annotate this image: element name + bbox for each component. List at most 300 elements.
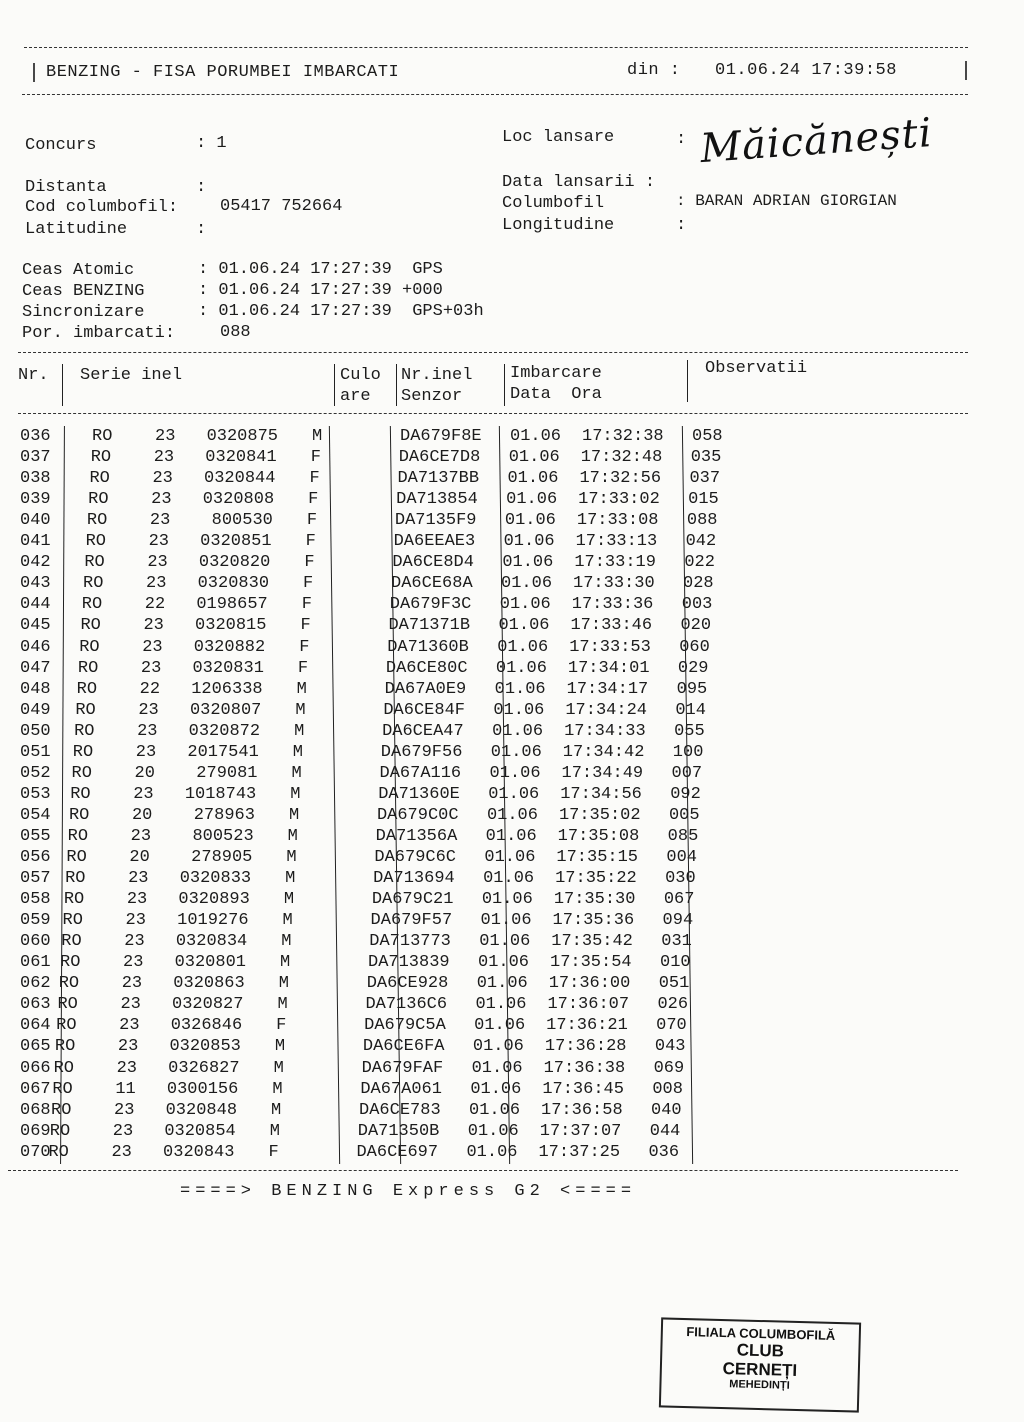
cell-time: 17:33:36	[571, 595, 654, 615]
cell-date: 01.06	[510, 427, 562, 446]
cell-sex: M	[277, 995, 288, 1015]
cell-sensor: DA7136C6	[365, 995, 448, 1015]
cell-time: 17:36:28	[544, 1037, 627, 1057]
ceas-atomic-value: : 01.06.24 17:27:39 GPS	[198, 260, 443, 279]
cell-nr: 041	[20, 532, 51, 552]
cell-observatii: 014	[675, 700, 706, 720]
cell-time: 17:32:56	[579, 469, 662, 489]
cell-year: 23	[116, 1058, 137, 1078]
cell-time: 17:35:08	[557, 826, 640, 846]
cell-date: 01.06	[508, 448, 560, 468]
cell-sex: M	[273, 1058, 284, 1078]
cell-nr: 036	[20, 427, 51, 446]
cell-time: 17:33:08	[576, 511, 659, 531]
col-header-serie: Serie inel	[80, 366, 183, 385]
cell-country: RO	[76, 679, 98, 699]
cell-country: RO	[51, 1100, 72, 1120]
cell-ring: 0320893	[178, 890, 250, 910]
cod-columbofil-value: 05417 752664	[220, 197, 343, 216]
table-row	[0, 658, 800, 679]
cell-sex: M	[269, 1121, 280, 1141]
cell-ring: 1206338	[191, 679, 263, 699]
cell-country: RO	[79, 637, 100, 657]
cell-ring: 278963	[193, 805, 255, 825]
col-header-observatii: Observatii	[705, 359, 808, 378]
cell-date: 01.06	[474, 1016, 526, 1036]
porumbei-imbarcati-value: 088	[220, 323, 251, 342]
cell-date: 01.06	[504, 511, 556, 531]
table-row	[0, 805, 800, 826]
cell-country: RO	[54, 1037, 76, 1057]
cell-sex: F	[300, 616, 311, 636]
cell-sex: M	[295, 700, 306, 720]
cell-time: 17:33:13	[575, 532, 658, 552]
col-header-imbarcare-1: Imbarcare	[510, 364, 602, 383]
cell-date: 01.06	[501, 574, 553, 594]
cell-nr: 064	[20, 1016, 51, 1036]
document-title: BENZING - FISA PORUMBEI IMBARCATI	[46, 63, 400, 82]
table-row	[0, 679, 800, 700]
cell-nr: 039	[20, 490, 51, 510]
cell-year: 23	[125, 911, 146, 931]
cell-country: RO	[72, 742, 94, 762]
table-row	[0, 700, 800, 721]
cell-year: 20	[134, 763, 155, 783]
cell-year: 23	[138, 700, 159, 720]
cell-observatii: 005	[668, 805, 700, 825]
col-header-culoare-1: Culo	[340, 366, 381, 385]
col-header-culoare-2: are	[340, 387, 371, 406]
table-row	[0, 868, 800, 889]
cell-nr: 069	[20, 1121, 51, 1141]
club-stamp	[659, 1317, 861, 1412]
cell-sex: F	[276, 1016, 287, 1036]
cell-time: 17:36:45	[542, 1079, 624, 1099]
cell-year: 23	[135, 742, 157, 762]
cell-year: 23	[111, 1142, 132, 1162]
cell-date: 01.06	[493, 700, 545, 720]
cell-ring: 0320827	[172, 995, 244, 1015]
cell-ring: 278905	[191, 848, 253, 867]
stamp-line-1: FILIALA COLUMBOFILĂ	[686, 1324, 836, 1343]
cell-sensor: DA67A116	[379, 763, 462, 783]
table-row	[0, 1015, 800, 1036]
cell-sex: M	[312, 427, 323, 446]
cell-nr: 062	[20, 974, 51, 994]
cell-ring: 0320820	[198, 553, 271, 573]
cell-time: 17:33:02	[578, 490, 660, 510]
cell-year: 23	[124, 932, 145, 952]
cell-nr: 047	[20, 658, 51, 678]
cell-sensor: DA6CE80C	[385, 658, 468, 678]
cell-time: 17:34:33	[564, 721, 646, 741]
header-divider-nr	[62, 364, 63, 406]
header-divider-observatii	[687, 360, 688, 402]
cell-observatii: 088	[686, 511, 718, 531]
cell-observatii: 094	[662, 911, 694, 931]
loc-lansare-handwritten: Măicănești	[698, 109, 935, 173]
cell-observatii: 020	[680, 616, 712, 636]
columbofil-value: : BARAN ADRIAN GIORGIAN	[676, 192, 897, 210]
cell-ring: 0320801	[174, 953, 246, 973]
cell-nr: 057	[20, 869, 51, 889]
cell-ring: 800530	[211, 511, 273, 531]
cell-nr: 037	[20, 448, 51, 468]
cell-year: 23	[140, 658, 162, 678]
cell-sensor: DA679F3C	[389, 595, 472, 615]
table-row	[0, 973, 800, 994]
columbofil-label: Columbofil	[502, 194, 605, 213]
cell-nr: 046	[20, 637, 51, 657]
cell-sensor: DA71360B	[387, 637, 469, 657]
cell-observatii: 070	[656, 1016, 687, 1036]
cell-date: 01.06	[479, 932, 531, 952]
cell-time: 17:35:36	[552, 911, 635, 931]
table-row	[0, 952, 800, 973]
cell-year: 23	[153, 448, 175, 468]
cell-country: RO	[60, 953, 81, 973]
cell-nr: 067	[20, 1079, 51, 1099]
cell-date: 01.06	[475, 995, 527, 1015]
cell-country: RO	[62, 911, 83, 931]
cell-sensor: DA679F8E	[400, 427, 482, 446]
cell-time: 17:32:38	[582, 427, 664, 446]
cell-ring: 0320833	[179, 869, 252, 889]
cell-country: RO	[48, 1142, 69, 1162]
cell-sensor: DA679C6C	[374, 848, 457, 867]
cell-nr: 049	[20, 700, 51, 720]
table-row	[0, 447, 800, 468]
cell-date: 01.06	[469, 1100, 521, 1120]
cell-ring: 0320854	[164, 1121, 236, 1141]
cell-country: RO	[74, 721, 95, 741]
cell-date: 01.06	[486, 805, 538, 825]
table-row	[0, 994, 800, 1015]
cell-observatii: 040	[651, 1100, 682, 1120]
printed-datetime: 01.06.24 17:39:58	[715, 61, 897, 80]
cell-sensor: DA7135F9	[394, 511, 477, 531]
cell-date: 01.06	[502, 553, 554, 573]
cell-sensor: DA6EEAE3	[393, 532, 476, 552]
cell-ring: 0320808	[202, 490, 275, 510]
cell-sensor: DA6CE6FA	[362, 1037, 445, 1057]
cell-country: RO	[49, 1121, 71, 1141]
cell-nr: 038	[20, 469, 51, 489]
ceas-benzing-value: : 01.06.24 17:27:39 +000	[198, 281, 443, 300]
cell-date: 01.06	[490, 742, 542, 762]
cell-observatii: 029	[677, 658, 709, 678]
cell-year: 11	[115, 1079, 136, 1099]
cell-nr: 066	[20, 1058, 51, 1078]
cell-year: 23	[128, 869, 149, 889]
col-header-senzor-2: Senzor	[401, 387, 463, 406]
cell-sensor: DA679F57	[370, 911, 453, 931]
cell-observatii: 100	[672, 742, 704, 762]
porumbei-imbarcati-label: Por. imbarcati:	[22, 324, 176, 343]
cell-sensor: DA6CEA47	[382, 721, 464, 741]
cell-sex: F	[297, 658, 309, 678]
cell-sensor: DA6CE8D4	[392, 553, 474, 573]
cell-time: 17:33:19	[574, 553, 656, 573]
cell-observatii: 067	[663, 890, 695, 910]
cell-time: 17:35:22	[555, 869, 637, 889]
loc-lansare-label: Loc lansare	[502, 128, 615, 147]
din-label: din :	[627, 61, 681, 80]
table-row	[0, 594, 800, 615]
table-row	[0, 489, 800, 510]
data-lansarii-label: Data lansarii :	[502, 173, 656, 192]
cell-ring: 0198657	[196, 595, 268, 615]
longitudine-value: :	[676, 216, 687, 235]
cell-sex: F	[310, 448, 321, 468]
cell-sensor: DA713854	[396, 490, 478, 510]
cell-nr: 059	[20, 911, 51, 931]
cell-nr: 040	[20, 511, 51, 531]
cell-nr: 053	[20, 784, 51, 804]
cell-country: RO	[88, 490, 109, 510]
distanta-value: :	[196, 178, 207, 197]
cell-ring: 0300156	[166, 1079, 239, 1099]
cell-sex: M	[272, 1079, 283, 1099]
cell-nr: 052	[20, 763, 51, 783]
cell-nr: 061	[20, 953, 51, 973]
cell-year: 23	[137, 721, 158, 741]
cell-date: 01.06	[467, 1121, 519, 1141]
cell-ring: 0320882	[193, 637, 266, 657]
cell-year: 23	[121, 974, 143, 994]
cell-nr: 056	[20, 848, 51, 867]
cell-ring: 0320848	[165, 1100, 238, 1120]
cell-ring: 0320843	[163, 1142, 235, 1162]
stamp-line-3: CERNEȚI	[722, 1359, 798, 1380]
cell-observatii: 022	[684, 553, 715, 573]
cell-year: 23	[114, 1100, 135, 1120]
stamp-line-2: CLUB	[736, 1340, 785, 1361]
cell-time: 17:34:24	[565, 700, 647, 720]
cell-country: RO	[65, 869, 86, 889]
cell-nr: 065	[20, 1037, 51, 1057]
cell-observatii: 004	[666, 848, 697, 867]
cell-observatii: 036	[648, 1142, 680, 1162]
table-row	[0, 763, 800, 784]
header-divider-senzor	[396, 364, 397, 406]
table-row	[0, 552, 800, 573]
cell-year: 23	[146, 574, 167, 594]
cell-sensor: DA6CE84F	[383, 700, 465, 720]
cell-year: 20	[131, 805, 153, 825]
table-row	[0, 468, 800, 489]
cell-sex: M	[294, 721, 305, 741]
cell-nr: 042	[20, 553, 51, 573]
cell-sensor: DA679C0C	[376, 805, 459, 825]
cell-observatii: 026	[657, 995, 689, 1015]
cell-country: RO	[90, 448, 112, 468]
cell-observatii: 031	[661, 932, 692, 952]
cell-sensor: DA71350B	[357, 1121, 440, 1141]
cell-ring: 2017541	[187, 742, 259, 762]
table-row	[0, 784, 800, 805]
cell-sex: M	[274, 1037, 286, 1057]
ceas-atomic-label: Ceas Atomic	[22, 261, 135, 280]
concurs-value: : 1	[196, 134, 227, 153]
cell-nr: 050	[20, 721, 51, 741]
cell-year: 23	[126, 890, 148, 910]
table-row	[0, 615, 800, 636]
cell-country: RO	[63, 890, 85, 910]
table-top-rule	[18, 352, 968, 353]
cell-date: 01.06	[466, 1142, 518, 1162]
cell-date: 01.06	[484, 848, 536, 867]
cell-ring: 0320863	[173, 974, 245, 994]
cell-sensor: DA679C21	[371, 890, 454, 910]
cell-sex: M	[288, 805, 300, 825]
cell-ring: 0320834	[175, 932, 248, 952]
cell-year: 23	[120, 995, 141, 1015]
table-row	[0, 531, 800, 552]
cell-nr: 070	[20, 1142, 51, 1162]
cell-date: 01.06	[488, 784, 540, 804]
cell-time: 17:36:58	[541, 1100, 623, 1120]
cell-sex: F	[299, 637, 310, 657]
cell-year: 23	[123, 953, 144, 973]
cell-time: 17:35:54	[550, 953, 632, 973]
cell-observatii: 060	[679, 637, 710, 657]
cell-observatii: 069	[653, 1058, 685, 1078]
cell-date: 01.06	[494, 679, 546, 699]
cell-country: RO	[89, 469, 110, 489]
cell-date: 01.06	[489, 763, 541, 783]
cell-year: 23	[112, 1121, 134, 1141]
cell-date: 01.06	[506, 490, 558, 510]
cell-year: 23	[151, 490, 172, 510]
cell-date: 01.06	[499, 595, 551, 615]
cell-observatii: 044	[649, 1121, 681, 1141]
cell-time: 17:32:48	[580, 448, 663, 468]
cell-ring: 0320807	[189, 700, 262, 720]
cell-observatii: 030	[665, 869, 696, 889]
cell-country: RO	[57, 995, 78, 1015]
table-row	[0, 742, 800, 763]
cell-nr: 063	[20, 995, 51, 1015]
cell-sex: M	[271, 1100, 282, 1120]
cell-sex: M	[287, 826, 298, 846]
cell-sex: M	[278, 974, 289, 994]
header-bottom-rule	[22, 94, 968, 95]
cell-country: RO	[71, 763, 92, 783]
cell-sex: F	[304, 553, 315, 573]
cell-observatii: 008	[652, 1079, 683, 1099]
cell-observatii: 015	[688, 490, 719, 510]
cell-time: 17:34:01	[567, 658, 650, 678]
cell-nr: 048	[20, 679, 51, 699]
cod-columbofil-label: Cod columbofil:	[25, 198, 179, 217]
cell-ring: 0320830	[197, 574, 270, 594]
cell-time: 17:34:56	[560, 784, 642, 804]
cell-ring: 0320841	[205, 448, 277, 468]
cell-time: 17:34:17	[566, 679, 649, 699]
cell-country: RO	[70, 784, 91, 804]
cell-ring: 1018743	[184, 784, 257, 804]
table-row	[0, 573, 800, 594]
cell-sensor: DA71371B	[388, 616, 471, 636]
cell-time: 17:37:07	[539, 1121, 622, 1141]
cell-sensor: DA6CE68A	[391, 574, 473, 594]
cell-date: 01.06	[472, 1037, 524, 1057]
cell-year: 23	[143, 616, 164, 636]
latitudine-value: :	[196, 220, 207, 239]
stamp-line-4: MEHEDINȚI	[729, 1378, 790, 1392]
cell-sensor: DA713773	[369, 932, 451, 952]
cell-year: 23	[148, 532, 169, 552]
cell-year: 22	[139, 679, 161, 699]
cell-sex: M	[296, 679, 307, 699]
cell-observatii: 042	[685, 532, 717, 552]
cell-observatii: 035	[690, 448, 722, 468]
cell-year: 20	[129, 848, 150, 867]
cell-ring: 0320853	[169, 1037, 241, 1057]
header-divider-culoare	[334, 364, 335, 406]
cell-time: 17:34:49	[561, 763, 644, 783]
cell-country: RO	[58, 974, 80, 994]
col-header-nr: Nr.	[18, 366, 49, 385]
ceas-benzing-label: Ceas BENZING	[22, 282, 145, 301]
cell-year: 23	[133, 784, 154, 804]
table-row	[0, 1058, 800, 1079]
cell-sensor: DA679F56	[380, 742, 463, 762]
cell-date: 01.06	[503, 532, 555, 552]
loc-lansare-colon: :	[676, 130, 687, 149]
cell-ring: 1019276	[177, 911, 249, 931]
cell-nr: 044	[20, 595, 51, 615]
cell-sex: M	[292, 742, 303, 762]
cell-sex: F	[305, 532, 316, 552]
cell-sex: M	[282, 911, 293, 931]
cell-ring: 0320875	[206, 427, 278, 446]
col-header-senzor-1: Nr.inel	[401, 366, 473, 385]
cell-ring: 0326846	[170, 1016, 243, 1036]
cell-sex: F	[268, 1142, 279, 1162]
cell-year: 22	[144, 595, 166, 615]
cell-sex: M	[280, 953, 291, 973]
cell-sensor: DA67A061	[360, 1079, 442, 1099]
cell-observatii: 043	[654, 1037, 686, 1057]
cell-date: 01.06	[507, 469, 559, 489]
cell-time: 17:37:25	[538, 1142, 621, 1162]
cell-time: 17:36:00	[548, 974, 631, 994]
cell-sensor: DA6CE7D8	[398, 448, 481, 468]
cell-country: RO	[86, 511, 108, 531]
cell-nr: 043	[20, 574, 51, 594]
cell-ring: 0320872	[188, 721, 261, 741]
cell-country: RO	[67, 826, 89, 846]
table-row	[0, 721, 800, 742]
cell-country: RO	[68, 805, 90, 825]
cell-nr: 055	[20, 826, 51, 846]
cell-date: 01.06	[476, 974, 528, 994]
cell-country: RO	[83, 574, 104, 594]
cell-nr: 051	[20, 742, 51, 762]
cell-sex: M	[286, 848, 297, 867]
cell-time: 17:35:30	[553, 890, 636, 910]
latitudine-label: Latitudine	[25, 220, 128, 239]
header-divider-imbarcare	[504, 364, 505, 406]
top-dashed-rule	[24, 47, 968, 48]
cell-observatii: 010	[660, 953, 691, 973]
cell-time: 17:33:30	[573, 574, 655, 594]
cell-observatii: 055	[674, 721, 705, 741]
cell-observatii: 028	[683, 574, 714, 594]
cell-time: 17:35:02	[558, 805, 641, 825]
